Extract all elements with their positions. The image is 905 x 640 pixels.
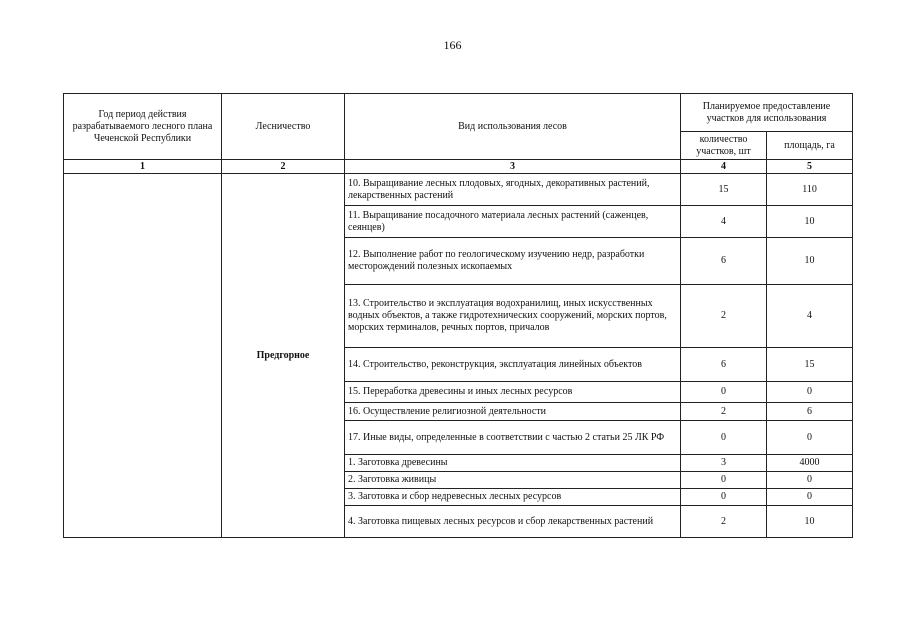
count-cell: 2 <box>681 285 767 348</box>
page-number: 166 <box>443 38 462 52</box>
forest-usage-table <box>63 93 853 538</box>
column-number: 1 <box>64 160 222 174</box>
usage-type-cell: 15. Переработка древесины и иных лесных ресурсов <box>345 382 681 403</box>
usage-type-cell: 1. Заготовка древесины <box>345 455 681 472</box>
area-cell: 0 <box>767 489 853 506</box>
count-cell: 0 <box>681 421 767 455</box>
header-forestry: Лесничество <box>222 94 345 160</box>
count-cell: 0 <box>681 489 767 506</box>
usage-type-cell: 11. Выращивание посадочного материала лесных растений (саженцев, сеянцев) <box>345 206 681 238</box>
usage-type-cell: 13. Строительство и эксплуатация водохранилищ, иных искусственных водных объектов, а также гидротехнических сооружений, морских портов, морских терминалов, речных портов, причалов <box>345 285 681 348</box>
area-cell: 0 <box>767 382 853 403</box>
forestry-name: Предгорное <box>222 174 345 538</box>
area-cell: 10 <box>767 206 853 238</box>
usage-type-cell: 16. Осуществление религиозной деятельности <box>345 403 681 421</box>
header-count: количество участков, шт <box>681 132 767 160</box>
usage-type-cell: 2. Заготовка живицы <box>345 472 681 489</box>
usage-type-cell: 4. Заготовка пищевых лесных ресурсов и сбор лекарственных растений <box>345 506 681 538</box>
column-number: 4 <box>681 160 767 174</box>
area-cell: 4 <box>767 285 853 348</box>
count-cell: 2 <box>681 506 767 538</box>
area-cell: 110 <box>767 174 853 206</box>
area-cell: 6 <box>767 403 853 421</box>
count-cell: 0 <box>681 382 767 403</box>
count-cell: 3 <box>681 455 767 472</box>
column-number: 3 <box>345 160 681 174</box>
area-cell: 4000 <box>767 455 853 472</box>
column-number-row <box>64 160 853 174</box>
area-cell: 10 <box>767 506 853 538</box>
column-number: 5 <box>767 160 853 174</box>
area-cell: 15 <box>767 348 853 382</box>
usage-type-cell: 10. Выращивание лесных плодовых, ягодных, декоративных растений, лекарственных растений <box>345 174 681 206</box>
table-row <box>64 174 853 206</box>
usage-type-cell: 17. Иные виды, определенные в соответствии с частью 2 статьи 25 ЛК РФ <box>345 421 681 455</box>
header-planned: Планируемое предоставление участков для использования <box>681 94 853 132</box>
count-cell: 4 <box>681 206 767 238</box>
count-cell: 6 <box>681 348 767 382</box>
area-cell: 0 <box>767 472 853 489</box>
header-period: Год период действия разрабатываемого лесного плана Чеченской Республики <box>64 94 222 160</box>
usage-type-cell: 3. Заготовка и сбор недревесных лесных ресурсов <box>345 489 681 506</box>
count-cell: 2 <box>681 403 767 421</box>
count-cell: 6 <box>681 238 767 285</box>
area-cell: 10 <box>767 238 853 285</box>
usage-type-cell: 12. Выполнение работ по геологическому изучению недр, разработки месторождений полезных ископаемых <box>345 238 681 285</box>
header-usage-type: Вид использования лесов <box>345 94 681 160</box>
header-area: площадь, га <box>767 132 853 160</box>
count-cell: 0 <box>681 472 767 489</box>
usage-type-cell: 14. Строительство, реконструкция, эксплуатация линейных объектов <box>345 348 681 382</box>
column-number: 2 <box>222 160 345 174</box>
area-cell: 0 <box>767 421 853 455</box>
period-cell <box>64 174 222 538</box>
count-cell: 15 <box>681 174 767 206</box>
